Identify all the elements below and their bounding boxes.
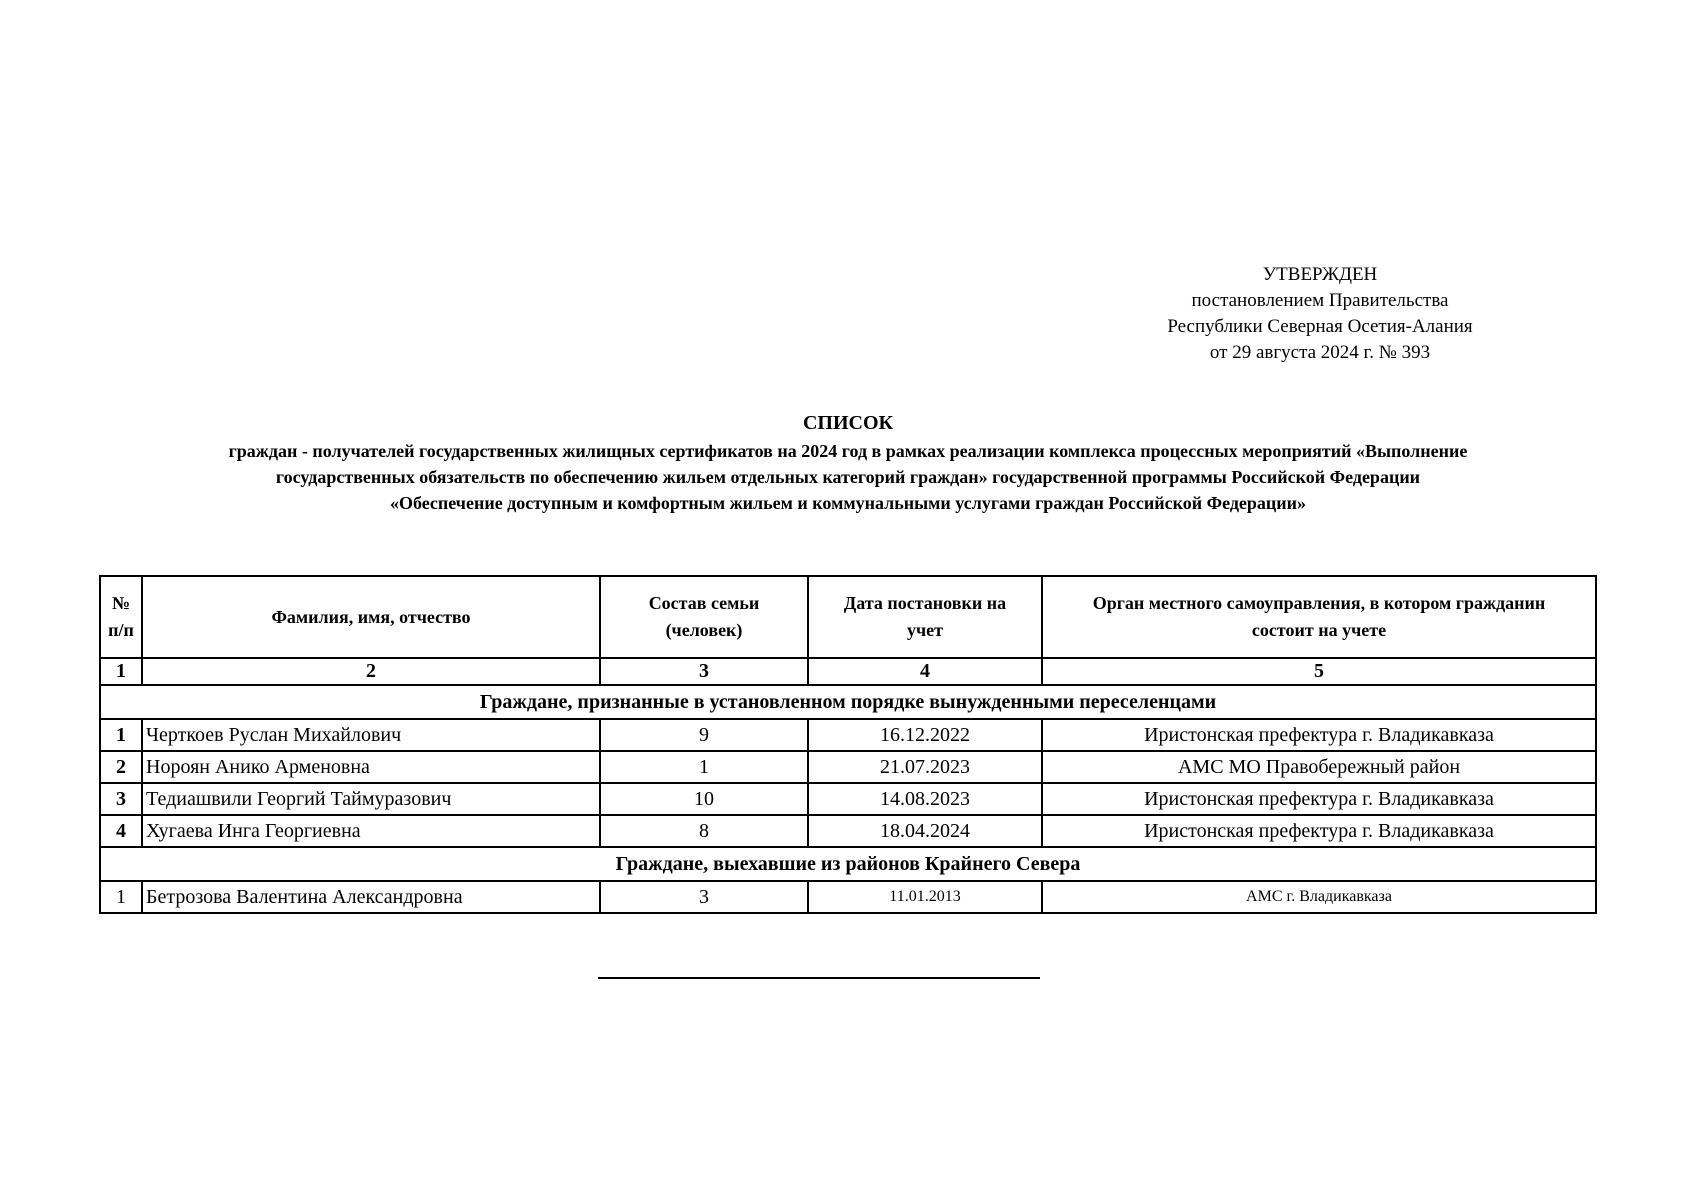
row-date: 14.08.2023	[808, 783, 1042, 815]
row-organization: Иристонская префектура г. Владикавказа	[1042, 783, 1596, 815]
row-name: Бетрозова Валентина Александровна	[142, 881, 600, 913]
row-organization: Иристонская префектура г. Владикавказа	[1042, 719, 1596, 751]
table-row	[100, 751, 1596, 783]
document-subtitle	[100, 438, 1596, 516]
approval-line-2: постановлением Правительства	[1191, 290, 1449, 311]
subtitle-line-1: граждан - получателей государственных жилищных сертификатов на 2024 год в рамках реализации комплекса процессных мероприятий «Выполнение	[228, 441, 1468, 461]
column-number: 2	[142, 658, 600, 685]
subtitle-line-2: государственных обязательств по обеспечению жильем отдельных категорий граждан» государственной программы Российской Федерации	[275, 467, 1421, 487]
header-family: Состав семьи (человек)	[600, 576, 808, 658]
table-row	[100, 881, 1596, 913]
citizens-table	[99, 575, 1597, 914]
column-number: 5	[1042, 658, 1596, 685]
row-name: Хугаева Инга Георгиевна	[142, 815, 600, 847]
row-date: 21.07.2023	[808, 751, 1042, 783]
row-name: Тедиашвили Георгий Таймуразович	[142, 783, 600, 815]
row-family: 9	[600, 719, 808, 751]
table-row	[100, 783, 1596, 815]
row-name: Черткоев Руслан Михайлович	[142, 719, 600, 751]
row-date: 18.04.2024	[808, 815, 1042, 847]
table-header-row	[100, 576, 1596, 658]
signature-line	[598, 977, 1040, 979]
row-organization: АМС г. Владикавказа	[1042, 881, 1596, 913]
header-date: Дата постановки на учет	[808, 576, 1042, 658]
approval-line-1: УТВЕРЖДЕН	[1262, 264, 1378, 285]
header-name: Фамилия, имя, отчество	[142, 576, 600, 658]
row-date: 16.12.2022	[808, 719, 1042, 751]
row-family: 8	[600, 815, 808, 847]
row-family: 10	[600, 783, 808, 815]
row-number: 1	[100, 881, 142, 913]
approval-line-4: от 29 августа 2024 г. № 393	[1209, 342, 1431, 363]
row-number: 1	[100, 719, 142, 751]
section-title: Граждане, выехавшие из районов Крайнего Севера	[100, 847, 1596, 881]
row-number: 2	[100, 751, 142, 783]
row-name: Нороян Анико Арменовна	[142, 751, 600, 783]
row-number: 3	[100, 783, 142, 815]
row-organization: АМС МО Правобережный район	[1042, 751, 1596, 783]
approval-stamp	[1120, 262, 1520, 366]
section-title: Граждане, признанные в установленном порядке вынужденными переселенцами	[100, 685, 1596, 719]
table-row	[100, 719, 1596, 751]
row-family: 1	[600, 751, 808, 783]
header-number: № п/п	[100, 576, 142, 658]
row-number: 4	[100, 815, 142, 847]
column-number-row	[100, 658, 1596, 685]
section-row	[100, 847, 1596, 881]
column-number: 4	[808, 658, 1042, 685]
approval-line-3: Республики Северная Осетия-Алания	[1167, 316, 1473, 337]
section-row	[100, 685, 1596, 719]
document-title: СПИСОК	[802, 412, 894, 434]
column-number: 3	[600, 658, 808, 685]
header-organization: Орган местного самоуправления, в котором гражданин состоит на учете	[1042, 576, 1596, 658]
column-number: 1	[100, 658, 142, 685]
row-family: 3	[600, 881, 808, 913]
row-organization: Иристонская префектура г. Владикавказа	[1042, 815, 1596, 847]
subtitle-line-3: «Обеспечение доступным и комфортным жильем и коммунальными услугами граждан Российской Федерации»	[389, 493, 1307, 513]
row-date: 11.01.2013	[808, 881, 1042, 913]
table-row	[100, 815, 1596, 847]
